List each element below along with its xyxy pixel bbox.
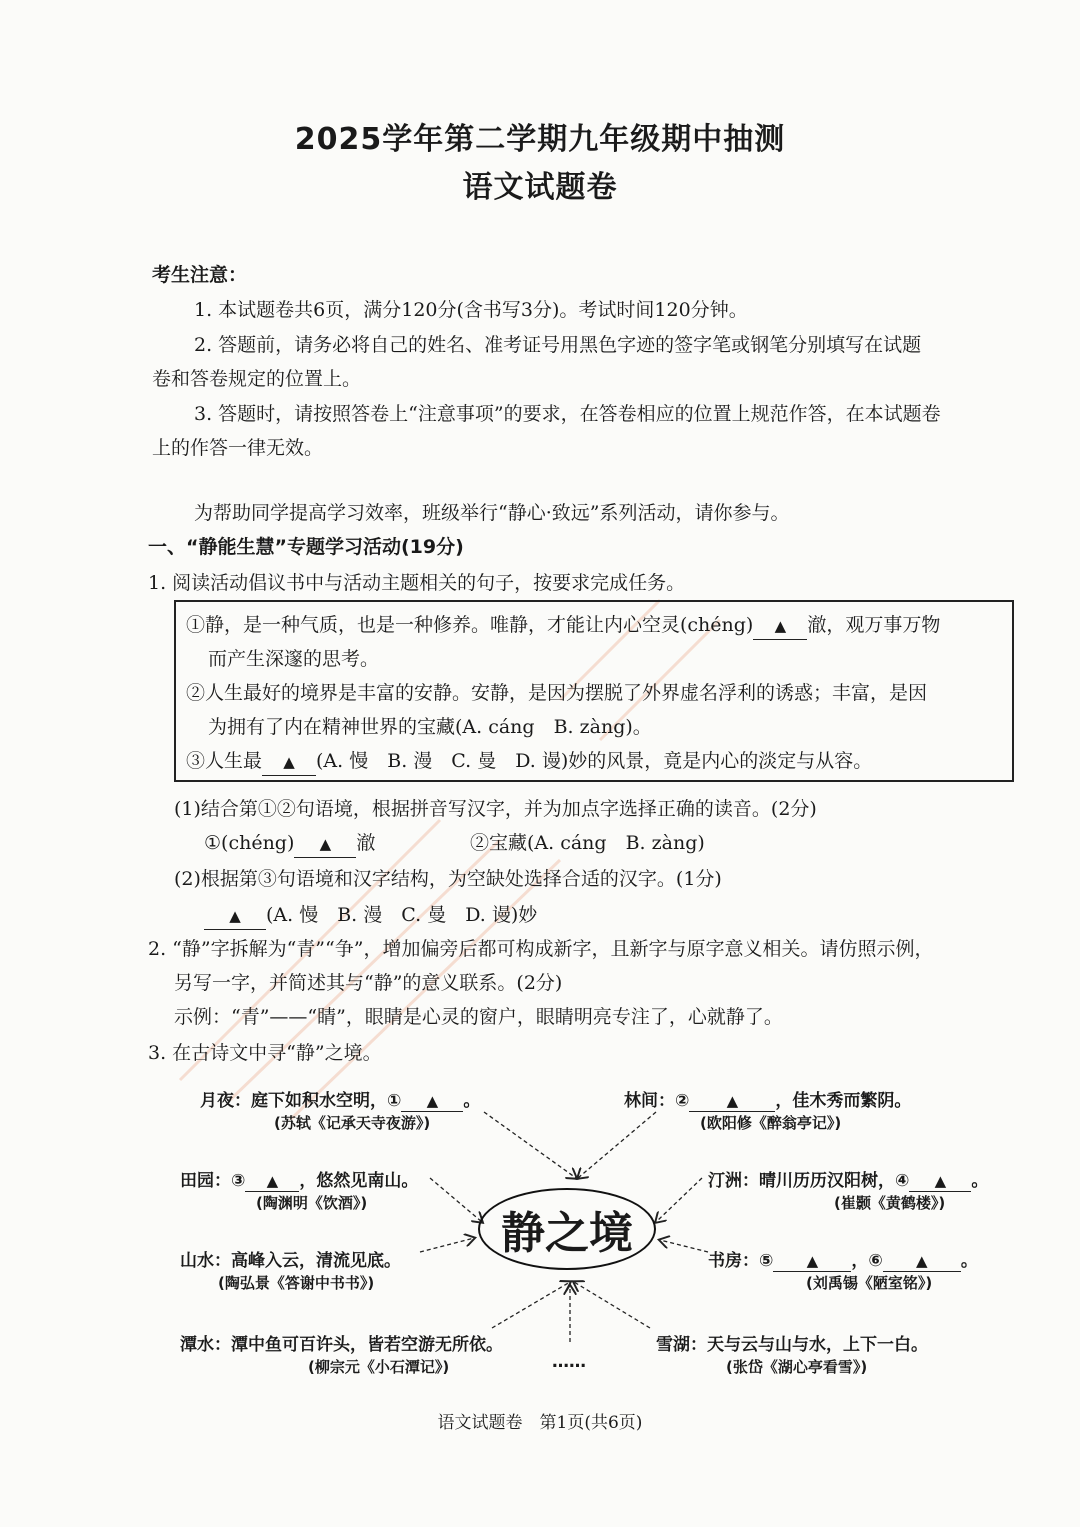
arrow-3	[430, 1178, 482, 1222]
sub-question-1-answer-b: ②宝藏(A. cáng B. zàng)	[470, 832, 705, 854]
mindmap-source-2: (欧阳修《醉翁亭记》)	[700, 1114, 842, 1132]
mindmap-node-moonnight: 月夜：庭下如积水空明，① ▲ 。	[200, 1091, 481, 1111]
mindmap-ellipsis: ……	[552, 1352, 586, 1372]
activity-intro: 为帮助同学提高学习效率，班级举行“静心·致远”系列活动，请你参与。	[194, 502, 790, 524]
notice-item-2-line1: 2. 答题前，请务必将自己的姓名、准考证号用黑色字迹的签字笔或钢笔分别填写在试题	[194, 334, 922, 356]
mindmap-node-field: 田园：③ ▲ ，悠然见南山。	[180, 1171, 419, 1191]
notice-item-1: 1. 本试题卷共6页，满分120分(含书写3分)。考试时间120分钟。	[194, 299, 748, 321]
page-subtitle: 语文试题卷	[462, 170, 618, 205]
mindmap-node-forest: 林间：② ▲ ，佳木秀而繁阴。	[624, 1091, 912, 1111]
passage-line-3: ②人生最好的境界是丰富的安静。安静，是因为摆脱了外界虚名浮利的诱惑；丰富，是因	[186, 682, 928, 704]
answer-triangle-icon: ▲	[934, 1172, 947, 1190]
mindmap-node-study: 书房：⑤ ▲ ，⑥ ▲ 。	[708, 1251, 978, 1271]
page-footer: 语文试题卷 第1页(共6页)	[437, 1413, 643, 1433]
notice-heading: 考生注意：	[152, 264, 248, 286]
arrow-4	[656, 1178, 702, 1222]
page-title: 2025学年第二学期九年级期中抽测	[294, 122, 786, 157]
mindmap-source-7: (柳宗元《小石潭记》)	[308, 1358, 450, 1376]
passage-line-4: 为拥有了内在精神世界的宝藏(A. cáng B. zàng)。	[208, 716, 652, 738]
mindmap-source-5: (陶弘景《答谢中书书》)	[218, 1274, 375, 1292]
sub-question-2-answer: ▲ (A. 慢 B. 漫 C. 曼 D. 谩)妙	[204, 902, 537, 930]
mindmap-source-1: (苏轼《记承天寺夜游》)	[274, 1114, 431, 1132]
notice-item-3-line2: 上的作答一律无效。	[152, 437, 324, 459]
answer-triangle-icon: ▲	[726, 1092, 739, 1110]
arrow-7	[492, 1282, 570, 1328]
mindmap-center: 静之境	[478, 1188, 656, 1270]
question-2-line2: 另写一字，并简述其与“静”的意义联系。(2分)	[174, 972, 563, 994]
answer-triangle-icon: ▲	[806, 1252, 819, 1270]
arrow-2	[578, 1112, 656, 1178]
mindmap-source-8: (张岱《湖心亭看雪》)	[726, 1358, 868, 1376]
passage-line-2: 而产生深邃的思考。	[208, 648, 380, 670]
passage-line-1: ①静，是一种气质，也是一种修养。唯静，才能让内心空灵(chéng) ▲ 澈，观万事万物	[186, 612, 940, 640]
answer-triangle-icon: ▲	[774, 617, 787, 635]
question-1: 1. 阅读活动倡议书中与活动主题相关的句子，按要求完成任务。	[148, 572, 686, 594]
mindmap-source-4: (崔颢《黄鹤楼》)	[834, 1194, 946, 1212]
answer-triangle-icon: ▲	[426, 1092, 439, 1110]
mindmap-node-pool: 潭水：潭中鱼可百许头，皆若空游无所依。	[180, 1335, 503, 1355]
passage-line-5: ③人生最 ▲ (A. 慢 B. 漫 C. 曼 D. 谩)妙的风景，竟是内心的淡定与从容。	[186, 748, 872, 776]
answer-triangle-icon: ▲	[229, 907, 241, 925]
mindmap-source-3: (陶渊明《饮酒》)	[256, 1194, 368, 1212]
answer-triangle-icon: ▲	[916, 1252, 928, 1270]
mindmap-node-islet: 汀洲：晴川历历汉阳树，④ ▲ 。	[708, 1171, 989, 1191]
notice-item-3-line1: 3. 答题时，请按照答卷上“注意事项”的要求，在答卷相应的位置上规范作答，在本试题卷	[194, 403, 941, 425]
question-2-line1: 2. “静”字拆解为“青”“争”，增加偏旁后都可构成新字，且新字与原字意义相关。请仿照示例，	[148, 938, 934, 960]
sub-question-1-answer-a: ①(chéng) ▲ 澈	[204, 830, 375, 858]
mindmap-node-landscape: 山水：高峰入云，清流见底。	[180, 1251, 401, 1271]
arrow-8	[574, 1282, 650, 1328]
section-1-heading: 一、“静能生慧”专题学习活动(19分)	[148, 536, 464, 558]
sub-question-1: (1)结合第①②句语境，根据拼音写汉字，并为加点字选择正确的读音。(2分)	[174, 798, 817, 820]
question-3: 3. 在古诗文中寻“静”之境。	[148, 1042, 382, 1064]
mindmap-node-snowlake: 雪湖：天与云与山与水，上下一白。	[656, 1335, 928, 1355]
arrow-5	[420, 1238, 474, 1252]
question-2-example: 示例：“青”——“睛”，眼睛是心灵的窗户，眼睛明亮专注了，心就静了。	[174, 1006, 783, 1028]
answer-triangle-icon: ▲	[266, 1172, 279, 1190]
arrow-1	[484, 1112, 576, 1178]
answer-triangle-icon: ▲	[319, 835, 332, 853]
sub-question-2: (2)根据第③句语境和汉字结构，为空缺处选择合适的汉字。(1分)	[174, 868, 722, 890]
arrow-6	[660, 1240, 708, 1252]
answer-triangle-icon: ▲	[283, 753, 295, 771]
mindmap-source-6: (刘禹锡《陋室铭》)	[806, 1274, 933, 1292]
notice-item-2-line2: 卷和答卷规定的位置上。	[152, 368, 362, 390]
